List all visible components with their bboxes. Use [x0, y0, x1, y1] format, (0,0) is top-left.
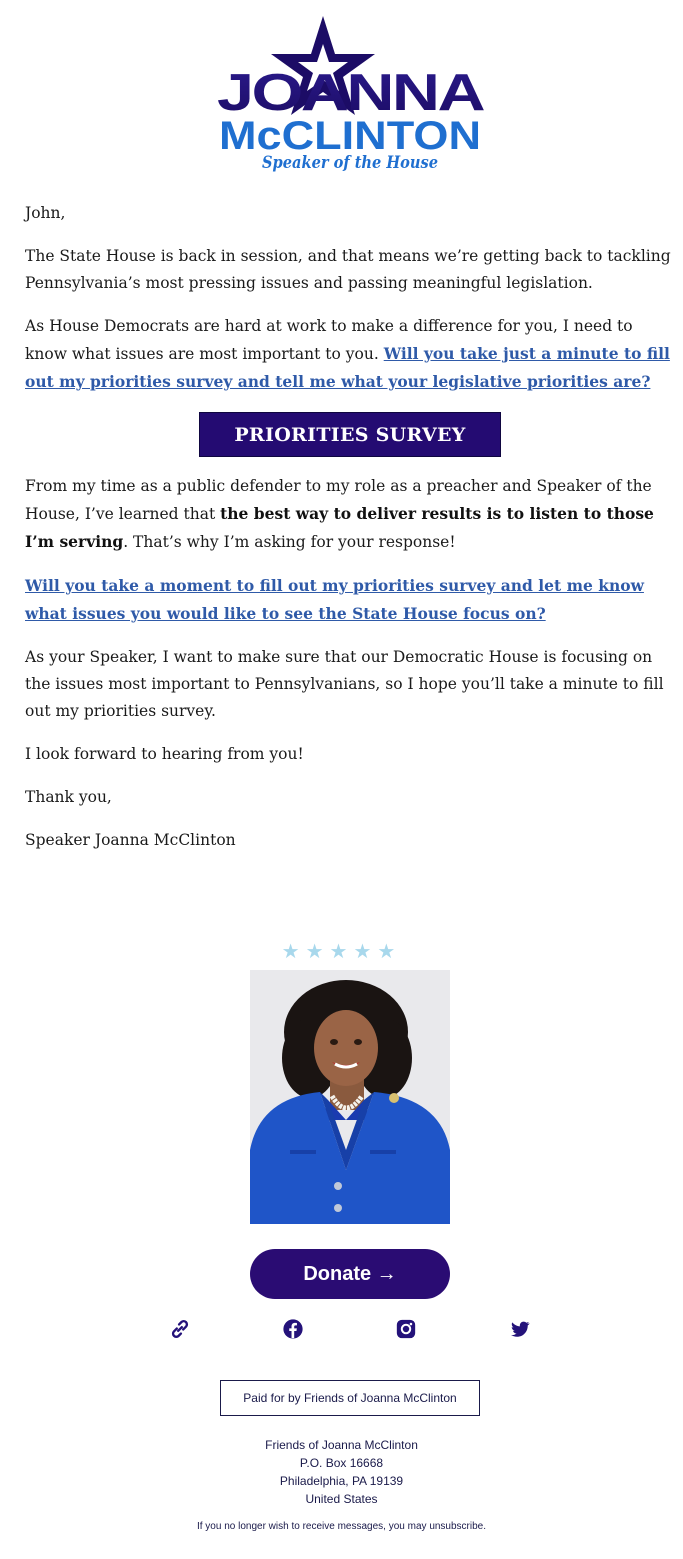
address-box: P.O. Box 16668 [299, 1456, 384, 1470]
signature: Speaker Joanna McClinton [25, 831, 236, 849]
paragraph-3-text-b: . That’s why I’m asking for your response! [123, 533, 456, 551]
paid-for-disclaimer: Paid for by Friends of Joanna McClinton [220, 1380, 480, 1416]
donate-button[interactable]: Donate → [250, 1249, 450, 1299]
address-city: Philadelphia, PA 19139 [279, 1474, 404, 1488]
logo-name-first: JOANNA [217, 64, 485, 122]
paragraph-5: As your Speaker, I want to make sure that our Democratic House is focusing on the issues most important to Pennsylvanians, so I hope you’ll take a minute to fill out my priorities survey. [25, 648, 664, 720]
paragraph-6: I look forward to hearing from you! [25, 745, 304, 763]
paragraph-1: The State House is back in session, and that means we’re getting back to tackling Pennsylvania’s most pressing issues and passing meaningful legislation. [25, 247, 671, 292]
email-body [25, 200, 675, 870]
survey-link-1[interactable]: Will you take just a minute to fill out my priorities survey and tell me what your legislative priorities are? [25, 344, 670, 391]
link-icon[interactable] [169, 1318, 191, 1340]
mailing-address [0, 1436, 683, 1508]
paragraph-4 [25, 572, 675, 628]
survey-link-2[interactable]: Will you take a moment to fill out my priorities survey and let me know what issues you would like to see the State House focus on? [25, 576, 644, 623]
paragraph-2 [25, 313, 675, 396]
logo-subtitle: Speaker of the House [262, 153, 439, 173]
unsubscribe-link[interactable]: unsubscribe. [429, 1521, 487, 1532]
unsubscribe-text: If you no longer wish to receive messages, you may [196, 1521, 427, 1532]
paragraph-3 [25, 473, 675, 556]
twitter-icon[interactable] [509, 1318, 531, 1340]
stars-decoration: ★★★★★ [281, 939, 402, 963]
greeting: John, [25, 204, 66, 222]
joanna-mcclinton-portrait [250, 970, 450, 1224]
paragraph-3-text-a: From my time as a public defender to my role as a preacher and Speaker of the House, I’ve learned that [25, 477, 652, 523]
address-org: Friends of Joanna McClinton [265, 1438, 418, 1452]
facebook-icon[interactable] [282, 1318, 304, 1340]
paragraph-3-bold: the best way to deliver results is to listen to those I’m serving [25, 504, 654, 551]
address-country: United States [305, 1492, 378, 1506]
logo-name-last: McCLINTON [219, 114, 481, 158]
unsubscribe-line [0, 1521, 683, 1532]
paragraph-7: Thank you, [25, 788, 112, 806]
joanna-mcclinton-logo [200, 14, 500, 174]
paragraph-2-text: As House Democrats are hard at work to make a difference for you, I need to know what issues are most important to you. [25, 317, 633, 363]
instagram-icon[interactable] [395, 1318, 417, 1340]
priorities-survey-button[interactable]: PRIORITIES SURVEY [199, 412, 501, 457]
